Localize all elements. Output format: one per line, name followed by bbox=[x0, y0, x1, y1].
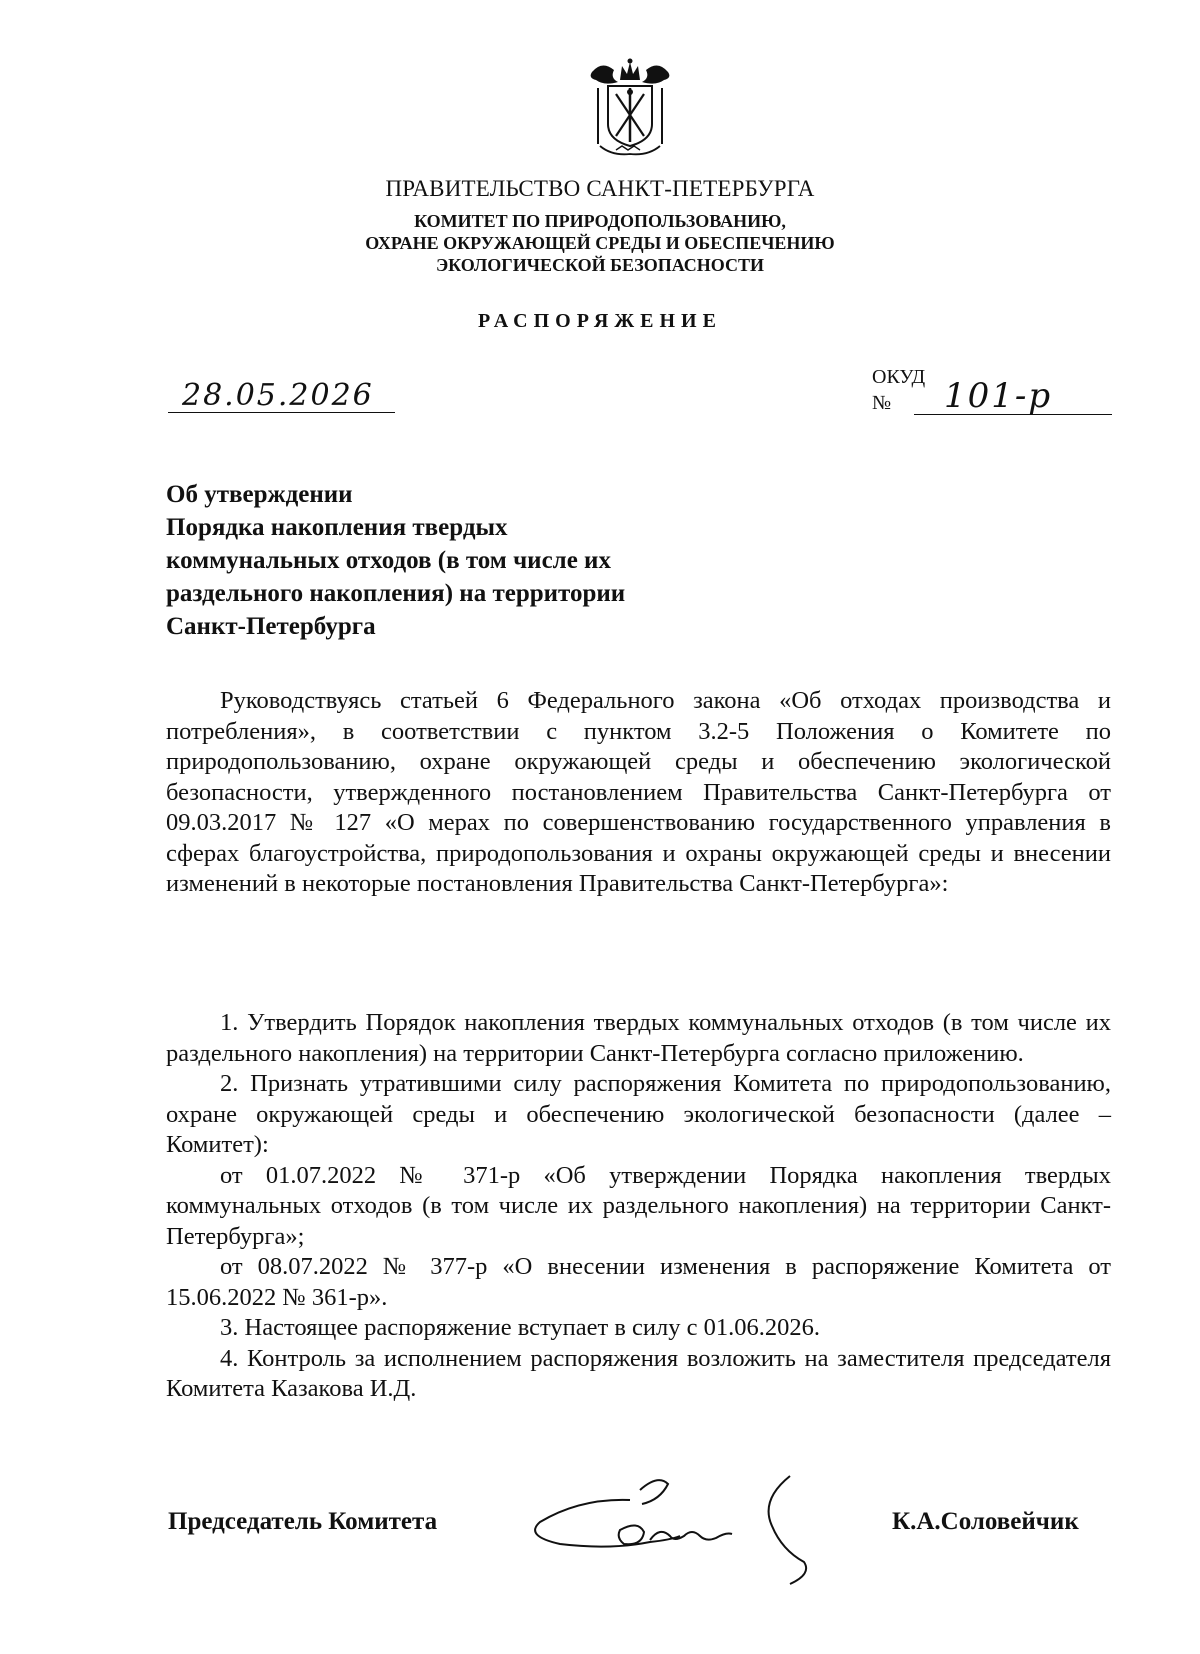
document-date: 28.05.2026 bbox=[182, 378, 374, 413]
handwritten-signature bbox=[520, 1470, 850, 1590]
subject-line: коммунальных отходов (в том числе их bbox=[166, 547, 611, 574]
document-type-title: РАСПОРЯЖЕНИЕ bbox=[478, 310, 722, 332]
coat-of-arms-emblem bbox=[582, 58, 678, 158]
subject-line: раздельного накопления) на территории bbox=[166, 580, 626, 607]
signatory-name: К.А.Соловейчик bbox=[892, 1508, 1079, 1535]
order-item: от 08.07.2022 № 377-р «О внесении изменения в распоряжение Комитета от 15.06.2022 № 361-р». bbox=[166, 1253, 1111, 1311]
order-item: 4. Контроль за исполнением распоряжения возложить на заместителя председателя Комитета Казакова И.Д. bbox=[166, 1344, 1111, 1402]
subject-line: Санкт-Петербурга bbox=[166, 613, 376, 640]
order-item: 3. Настоящее распоряжение вступает в силу с 01.06.2026. bbox=[220, 1314, 820, 1341]
number-underline bbox=[914, 414, 1112, 415]
order-item: 2. Признать утратившими силу распоряжения Комитета по природопользованию, охране окружающей среды и обеспечению экологической безопасности (далее – Комитет): bbox=[166, 1070, 1111, 1158]
number-label: № bbox=[872, 392, 892, 414]
signatory-role: Председатель Комитета bbox=[168, 1508, 438, 1535]
subject-line: Об утверждении bbox=[166, 481, 353, 508]
subject-line: Порядка накопления твердых bbox=[166, 514, 508, 541]
committee-name bbox=[0, 210, 1200, 276]
order-items bbox=[166, 1008, 1111, 1405]
government-title: ПРАВИТЕЛЬСТВО САНКТ-ПЕТЕРБУРГА bbox=[385, 176, 815, 201]
committee-name-line: ОХРАНЕ ОКРУЖАЮЩЕЙ СРЕДЫ И ОБЕСПЕЧЕНИЮ bbox=[365, 233, 835, 253]
order-item: 1. Утвердить Порядок накопления твердых коммунальных отходов (в том числе их раздельного накопления) на территории Санкт-Петербурга согласно приложению. bbox=[166, 1009, 1111, 1067]
preamble-section bbox=[166, 686, 1111, 900]
committee-name-line: КОМИТЕТ ПО ПРИРОДОПОЛЬЗОВАНИЮ, bbox=[414, 211, 786, 231]
order-item: от 01.07.2022 № 371-р «Об утверждении Порядка накопления твердых коммунальных отходов (в том числе их раздельного накопления) на территории Санкт-Петербурга»; bbox=[166, 1161, 1111, 1250]
document-subject bbox=[166, 478, 625, 643]
okud-label: ОКУД bbox=[872, 366, 926, 388]
date-underline bbox=[168, 412, 395, 413]
preamble-paragraph: Руководствуясь статьей 6 Федерального закона «Об отходах производства и потребления», в соответствии с пунктом 3.2-5 Положения о Комитете по природопользованию, охране окружающей среды и обеспечению экологической безопасности, утвержденного постановлением Правительства Санкт-Петербурга от 09.03.2017 № 127 «О мерах по совершенствованию государственного управления в сферах благоустройства, природопользования и охраны окружающей среды и внесении изменений в некоторые постановления Правительства Санкт-Петербурга»: bbox=[166, 687, 1111, 897]
document-number: 101-р bbox=[944, 376, 1053, 416]
committee-name-line: ЭКОЛОГИЧЕСКОЙ БЕЗОПАСНОСТИ bbox=[435, 255, 765, 275]
